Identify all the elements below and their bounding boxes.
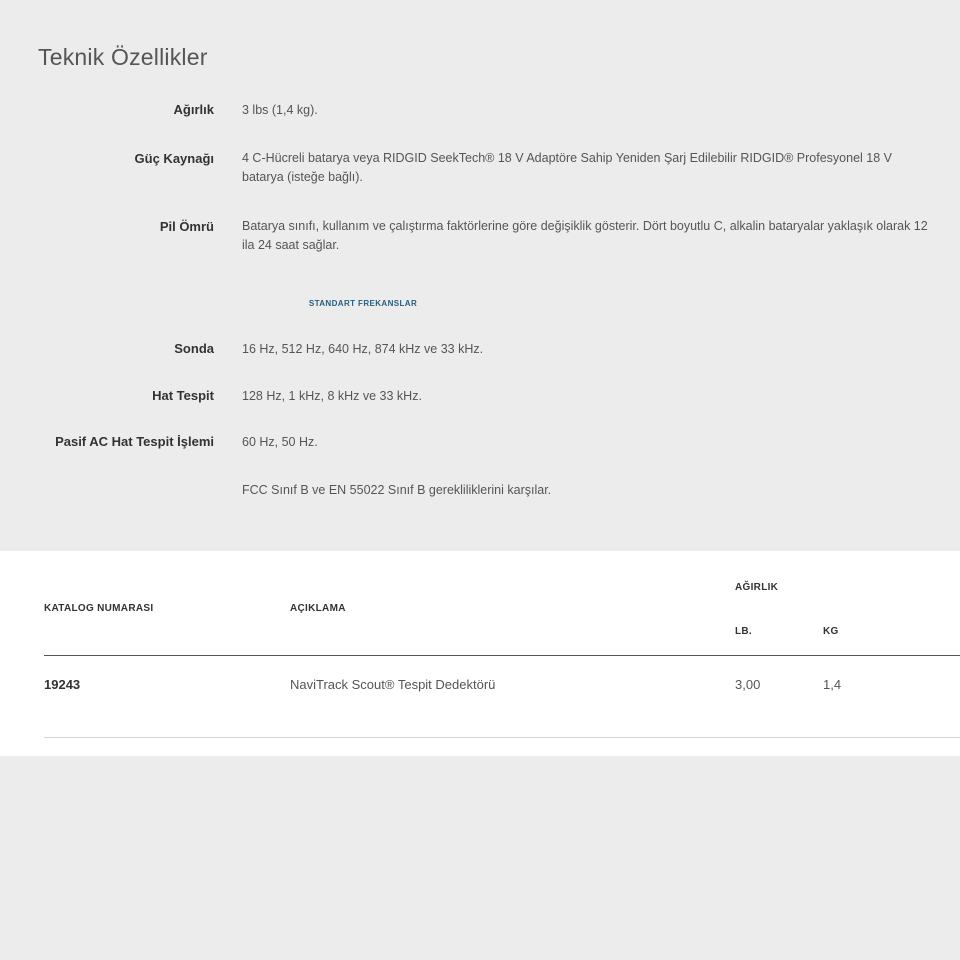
spec-label-battery-life: Pil Ömrü — [159, 219, 214, 234]
cell-weight-lb: 3,00 — [735, 677, 761, 692]
column-header-weight-kg: KG — [823, 626, 839, 637]
spec-value-line-trace: 128 Hz, 1 kHz, 8 kHz ve 33 kHz. — [242, 389, 422, 403]
spec-label-passive-ac-line-trace: Pasif AC Hat Tespit İşlemi — [55, 434, 214, 449]
compliance-note: FCC Sınıf B ve EN 55022 Sınıf B gerekliliklerini karşılar. — [242, 483, 552, 497]
column-header-weight: AĞIRLIK — [735, 582, 779, 593]
column-header-weight-lb: LB. — [735, 626, 753, 637]
spec-label-power-source: Güç Kaynağı — [134, 151, 214, 166]
header-divider — [44, 655, 960, 656]
spec-value-passive-ac-line-trace: 60 Hz, 50 Hz. — [242, 435, 318, 449]
cell-description: NaviTrack Scout® Tespit Dedektörü — [290, 677, 496, 692]
spec-value-power-source: 4 C-Hücreli batarya veya RIDGID SeekTech® 18 V Adaptöre Sahip Yeniden Şarj Edilebilir RIDGID® Profesyonel 18 V batarya (isteğe bağlı). — [242, 151, 892, 184]
column-header-description: AÇIKLAMA — [290, 603, 346, 614]
spec-label-weight: Ağırlık — [173, 102, 214, 117]
spec-value-weight: 3 lbs (1,4 kg). — [242, 103, 318, 117]
row-divider — [44, 737, 960, 738]
column-header-catalog-number: KATALOG NUMARASI — [44, 603, 154, 614]
catalog-table — [0, 551, 960, 756]
page-title: Teknik Özellikler — [38, 44, 208, 70]
section-header-standard-frequencies: STANDART FREKANSLAR — [308, 299, 418, 308]
cell-catalog-number: 19243 — [44, 677, 81, 692]
spec-value-sonde: 16 Hz, 512 Hz, 640 Hz, 874 kHz ve 33 kHz. — [242, 342, 484, 356]
spec-label-sonde: Sonda — [174, 341, 214, 356]
spec-label-line-trace: Hat Tespit — [152, 388, 214, 403]
spec-value-battery-life: Batarya sınıfı, kullanım ve çalıştırma faktörlerine göre değişiklik gösterir. Dört boyutlu C, alkalin bataryalar yaklaşık olarak 12 ila 24 saat sağlar. — [242, 219, 928, 252]
cell-weight-kg: 1,4 — [823, 677, 842, 692]
